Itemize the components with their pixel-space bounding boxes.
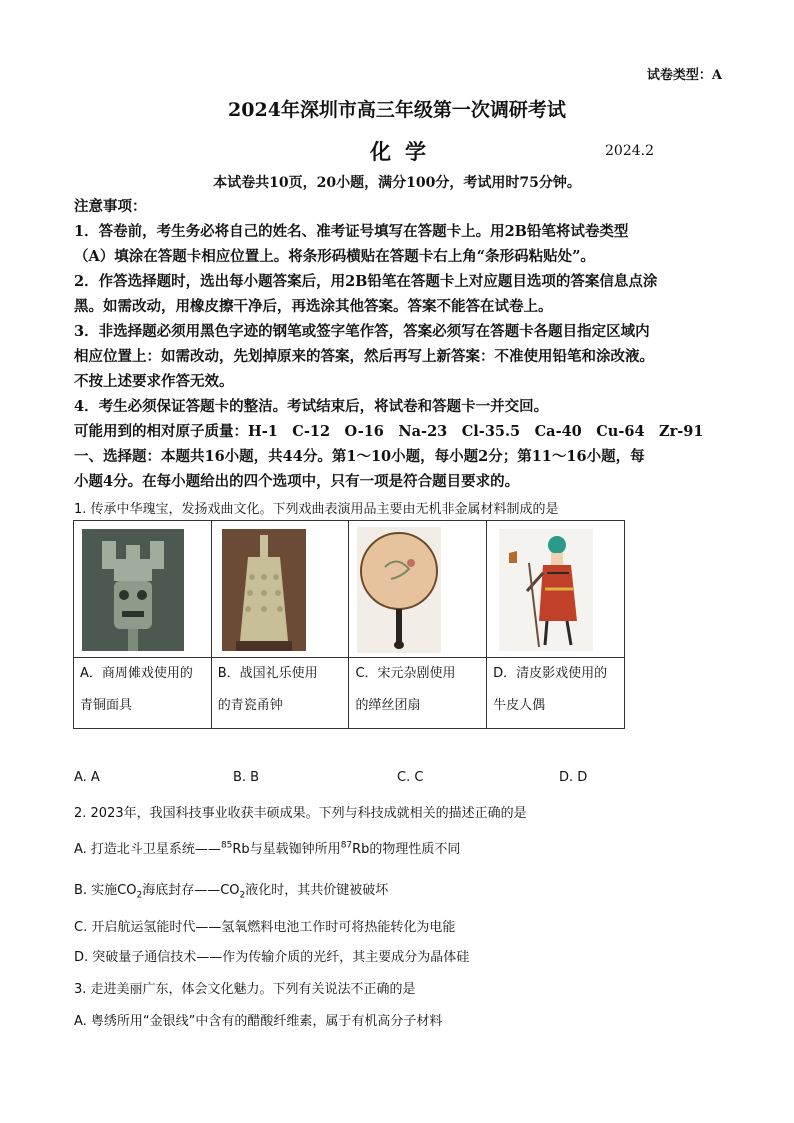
item-c-caption: C．宋元杂剧使用 的缂丝团扇 xyxy=(349,658,487,729)
notice-line: 1．答卷前，考生务必将自己的姓名、准考证号填写在答题卡上。用2B铅笔将试卷类型 xyxy=(74,223,629,240)
notice-line: 相应位置上：如需改动，先划掉原来的答案，然后再写上新答案：不准使用铅笔和涂改液。 xyxy=(74,348,654,365)
question-2-stem: 2. 2023年，我国科技事业收获丰硕成果。下列与科技成就相关的描述正确的是 xyxy=(74,806,527,821)
question-1-table xyxy=(73,520,625,729)
question-3-stem: 3. 走进美丽广东，体会文化魅力。下列有关说法不正确的是 xyxy=(74,982,416,997)
item-d-image-cell xyxy=(487,521,625,658)
paper-type-label: 试卷类型：A xyxy=(646,68,722,83)
bronze-mask-image xyxy=(82,529,184,651)
item-a-caption: A．商周傩戏使用的 青铜面具 xyxy=(74,658,212,729)
notice-line: 2．作答选择题时，选出每小题答案后，用2B铅笔在答题卡上对应题目选项的答案信息点涂 xyxy=(74,273,658,290)
section-heading-cont: 小题4分。在每小题给出的四个选项中，只有一项是符合题目要求的。 xyxy=(74,473,520,490)
item-c-image-cell xyxy=(349,521,487,658)
question-2-option-c: C. 开启航运氢能时代——氢氧燃料电池工作时可将热能转化为电能 xyxy=(74,920,456,935)
silk-fan-image xyxy=(357,527,441,653)
option-b: B. B xyxy=(233,770,260,785)
question-1-stem: 1. 传承中华瑰宝，发扬戏曲文化。下列戏曲表演用品主要由无机非金属材料制成的是 xyxy=(74,502,559,517)
item-b-caption: B．战国礼乐使用 的青瓷甬钟 xyxy=(211,658,349,729)
notice-line: 3．非选择题必须用黑色字迹的钢笔或签字笔作答，答案必须写在答题卡各题目指定区域内 xyxy=(74,323,650,340)
atomic-masses: 可能用到的相对原子质量：H-1 C-12 O-16 Na-23 Cl-35.5 Ca-40 Cu-64 Zr-91 xyxy=(74,423,704,440)
item-b-image-cell xyxy=(211,521,349,658)
exam-intro: 本试卷共10页，20小题，满分100分，考试用时75分钟。 xyxy=(213,175,581,191)
notice-line: 黑。如需改动，用橡皮擦干净后，再选涂其他答案。答案不能答在试卷上。 xyxy=(74,298,553,315)
option-a: A. A xyxy=(74,770,100,785)
notice-line: （A）填涂在答题卡相应位置上。将条形码横贴在答题卡右上角“条形码粘贴处”。 xyxy=(74,248,595,265)
question-2-option-a: A. 打造北斗卫星系统——$^{85}$Rb与星载铷钟所用$^{87}$Rb的物理性质不同 xyxy=(74,840,461,857)
notice-line: 4．考生必须保证答题卡的整洁。考试结束后，将试卷和答题卡一并交回。 xyxy=(74,398,549,415)
subject-title: 化学 xyxy=(370,139,440,164)
notice-line: 不按上述要求作答无效。 xyxy=(74,373,234,390)
celadon-bell-image xyxy=(222,529,306,651)
option-c: C. C xyxy=(397,770,424,785)
section-heading: 一、选择题：本题共16小题，共44分。第1～10小题，每小题2分；第11～16小题，每 xyxy=(74,448,645,465)
item-d-caption: D．清皮影戏使用的 牛皮人偶 xyxy=(487,658,625,729)
leather-puppet-image xyxy=(499,529,593,651)
notice-heading: 注意事项： xyxy=(74,198,147,215)
question-2-option-b: B. 实施$CO_2$海底封存$——CO_2$液化时，其共价键被破坏 xyxy=(74,883,389,901)
exam-title: 2024年深圳市高三年级第一次调研考试 xyxy=(228,99,566,121)
question-2-option-d: D. 突破量子通信技术——作为传输介质的光纤，其主要成分为晶体硅 xyxy=(74,950,470,965)
item-a-image-cell xyxy=(74,521,212,658)
exam-date: 2024.2 xyxy=(605,143,654,159)
option-d: D. D xyxy=(559,770,588,785)
question-3-option-a: A. 粤绣所用“金银线”中含有的醋酸纤维素，属于有机高分子材料 xyxy=(74,1014,443,1029)
